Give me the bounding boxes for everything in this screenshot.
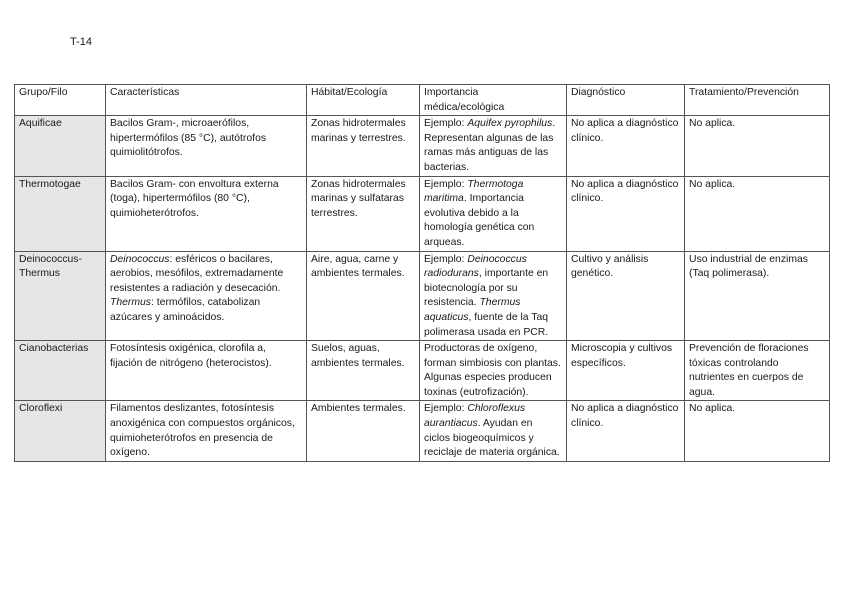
importance-text: , fuente de la Taq polimerasa usada en PCR. [424,311,549,338]
header-habitat: Hábitat/Ecología [307,85,420,116]
importance-prefix: Ejemplo: [424,118,468,130]
cell-group: Thermotogae [15,176,106,251]
table-row [15,341,830,401]
header-importancia: Importancia médica/ecológica [420,85,567,116]
species-name: Chloroflexus aurantiacus [424,403,526,430]
cell-diagnosis: No aplica a diagnóstico clínico. [567,116,685,176]
cell-treatment: Uso industrial de enzimas (Taq polimerasa). [685,251,830,341]
cell-habitat: Suelos, aguas, ambientes termales. [307,341,420,401]
cell-importance [420,116,567,176]
cell-characteristics: Filamentos deslizantes, fotosíntesis anoxigénica con compuestos orgánicos, quimioheterótrofos en presencia de oxígeno. [106,401,307,461]
page-label: T-14 [70,36,93,48]
importance-text: , importante en biotecnología por su resistencia. [424,268,549,309]
importance-prefix: Ejemplo: [424,403,468,415]
cell-diagnosis: No aplica a diagnóstico clínico. [567,176,685,251]
importance-prefix: Ejemplo: [424,178,468,190]
importance-prefix: Ejemplo: [424,253,468,265]
cell-diagnosis: Cultivo y análisis genético. [567,251,685,341]
cell-group: Cloroflexi [15,401,106,461]
cell-importance: Productoras de oxígeno, forman simbiosis con plantas. Algunas especies producen toxinas (eutrofización). [420,341,567,401]
species-name: Thermotoga maritima [424,178,524,205]
importance-text: . Representan algunas de las ramas más antiguas de las bacterias. [424,118,556,173]
cell-group: Cianobacterias [15,341,106,401]
cell-treatment: Prevención de floraciones tóxicas controlando nutrientes en cuerpos de agua. [685,341,830,401]
importance-text: . Ayudan en ciclos biogeoquímicos y reciclaje de materia orgánica. [424,418,560,459]
characteristics-text: : esféricos o bacilares, aerobios, mesófilos, extremadamente resistentes a radiación y desecación. [110,253,284,294]
cell-diagnosis: No aplica a diagnóstico clínico. [567,401,685,461]
cell-importance [420,401,567,461]
table-header-row [15,85,830,116]
genus-name: Thermus [110,297,151,309]
table-row [15,176,830,251]
characteristics-text: : termófilos, catabolizan azúcares y aminoácidos. [110,297,261,323]
cell-importance [420,176,567,251]
bacteria-table [14,84,830,462]
table-row [15,116,830,176]
species-name: Aquifex pyrophilus [467,118,553,130]
table-row [15,401,830,461]
cell-characteristics: Bacilos Gram- con envoltura externa (toga), hipertermófilos (80 °C), quimioheterótrofos. [106,176,307,251]
cell-treatment: No aplica. [685,116,830,176]
header-tratamiento: Tratamiento/Prevención [685,85,830,116]
cell-characteristics: Fotosíntesis oxigénica, clorofila a, fijación de nitrógeno (heterocistos). [106,341,307,401]
cell-treatment: No aplica. [685,401,830,461]
species-name: Thermus aquaticus [424,297,521,323]
cell-treatment: No aplica. [685,176,830,251]
cell-habitat: Zonas hidrotermales marinas y terrestres. [307,116,420,176]
cell-group: Deinococcus-Thermus [15,251,106,341]
cell-diagnosis: Microscopia y cultivos específicos. [567,341,685,401]
header-diagnostico: Diagnóstico [567,85,685,116]
header-grupo: Grupo/Filo [15,85,106,116]
cell-group: Aquificae [15,116,106,176]
table-row [15,251,830,341]
header-caracteristicas: Características [106,85,307,116]
species-name: Deinococcus radiodurans [424,253,527,280]
importance-text: . Importancia evolutiva debido a la homología genética con arqueas. [424,193,535,248]
genus-name: Deinococcus [110,253,170,265]
cell-habitat: Zonas hidrotermales marinas y sulfataras terrestres. [307,176,420,251]
cell-importance [420,251,567,341]
cell-characteristics: Bacilos Gram-, microaerófilos, hipertermófilos (85 °C), autótrofos quimiolitótrofos. [106,116,307,176]
cell-characteristics [106,251,307,341]
cell-habitat: Ambientes termales. [307,401,420,461]
cell-habitat: Aire, agua, carne y ambientes termales. [307,251,420,341]
